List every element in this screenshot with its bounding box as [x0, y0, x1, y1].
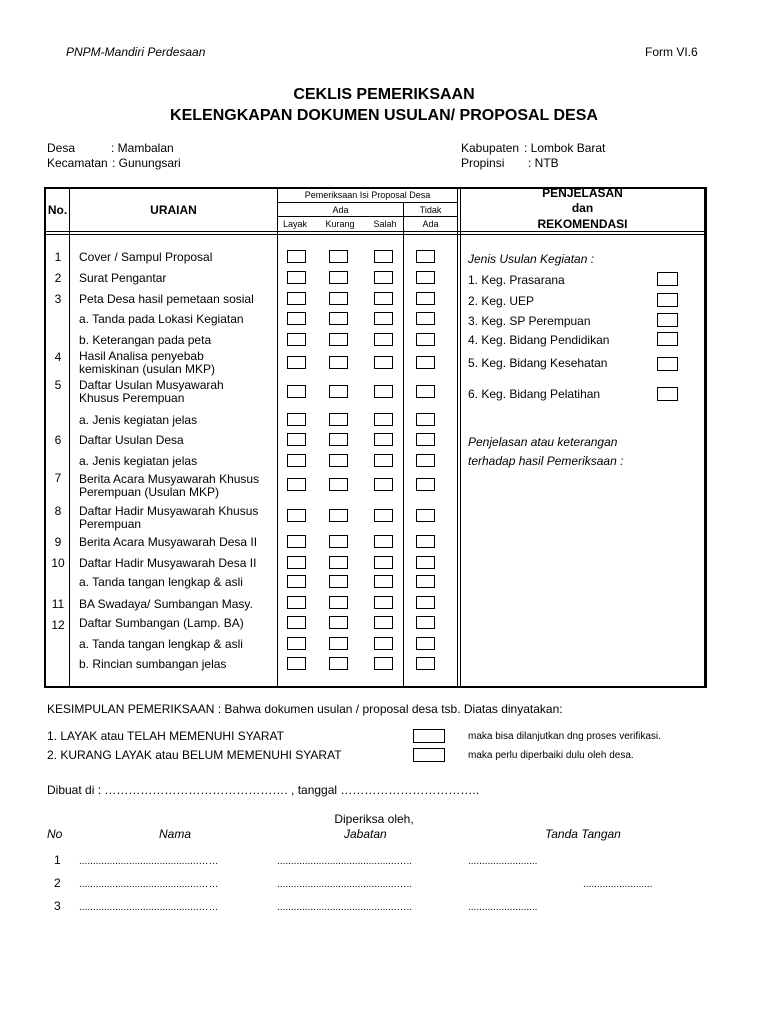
signoff-jabatan-field[interactable]: ...........................................….. — [277, 879, 413, 890]
row-text: a. Tanda tangan lengkap & asli — [79, 575, 243, 589]
rec-checkbox[interactable] — [657, 313, 678, 327]
kabupaten-label: Kabupaten — [461, 141, 520, 155]
kurang-checkbox[interactable] — [329, 413, 348, 426]
layak-checkbox[interactable] — [287, 657, 306, 670]
signoff-jabatan-field[interactable]: ...........................................….. — [277, 902, 413, 913]
kurang-checkbox[interactable] — [329, 385, 348, 398]
row-text-cont: Perempuan — [79, 517, 142, 531]
row-number: 2 — [54, 271, 62, 285]
salah-checkbox[interactable] — [374, 271, 393, 284]
tidak-ada-checkbox[interactable] — [416, 556, 435, 569]
row-text: Surat Pengantar — [79, 271, 167, 285]
row-text: Daftar Hadir Musyawarah Khusus — [79, 504, 259, 518]
row-text: Hasil Analisa penyebab — [79, 349, 204, 363]
signoff-nama-field[interactable]: ...........................................…… — [79, 902, 219, 913]
conclusion-note-1: maka bisa dilanjutkan dng proses verifikasi. — [468, 731, 661, 742]
salah-checkbox[interactable] — [374, 616, 393, 629]
kurang-checkbox[interactable] — [329, 478, 348, 491]
propinsi-label: Propinsi — [461, 156, 505, 170]
document-subtitle: KELENGKAPAN DOKUMEN USULAN/ PROPOSAL DESA — [170, 107, 598, 124]
tidak-ada-checkbox[interactable] — [416, 333, 435, 346]
tidak-ada-checkbox[interactable] — [416, 433, 435, 446]
rec-checkbox[interactable] — [657, 332, 678, 346]
row-text-cont: kemiskinan (usulan MKP) — [79, 362, 216, 376]
tidak-ada-checkbox[interactable] — [416, 509, 435, 522]
salah-checkbox[interactable] — [374, 478, 393, 491]
layak-checkbox[interactable] — [287, 637, 306, 650]
salah-checkbox[interactable] — [374, 596, 393, 609]
salah-checkbox[interactable] — [374, 385, 393, 398]
kurang-checkbox[interactable] — [329, 454, 348, 467]
layak-checkbox[interactable] — [287, 356, 306, 369]
salah-checkbox[interactable] — [374, 413, 393, 426]
tidak-ada-checkbox[interactable] — [416, 596, 435, 609]
kurang-checkbox[interactable] — [329, 433, 348, 446]
tidak-ada-checkbox[interactable] — [416, 292, 435, 305]
col-layak-header: Layak — [282, 219, 308, 229]
signoff-nama-field[interactable]: ...........................................…… — [79, 879, 219, 890]
salah-checkbox[interactable] — [374, 433, 393, 446]
kurang-checkbox[interactable] — [329, 312, 348, 325]
layak-checkbox[interactable] — [287, 556, 306, 569]
conclusion-checkbox-1[interactable] — [413, 729, 445, 743]
kurang-checkbox[interactable] — [329, 333, 348, 346]
signoff-col-no: No — [47, 827, 63, 841]
kabupaten-value: : Lombok Barat — [524, 141, 606, 155]
rec-item: 3. Keg. SP Perempuan — [468, 314, 591, 328]
conclusion-option-2: 2. KURANG LAYAK atau BELUM MEMENUHI SYARAT — [47, 748, 342, 762]
layak-checkbox[interactable] — [287, 312, 306, 325]
row-text: Daftar Sumbangan (Lamp. BA) — [79, 616, 244, 630]
rec-title: Jenis Usulan Kegiatan : — [468, 252, 595, 266]
row-text: a. Tanda pada Lokasi Kegiatan — [79, 312, 244, 326]
row-text-cont: Perempuan (Usulan MKP) — [79, 485, 220, 499]
rec-item: 6. Keg. Bidang Pelatihan — [468, 387, 601, 401]
org-name: PNPM-Mandiri Perdesaan — [66, 45, 206, 59]
desa-label: Desa — [47, 141, 76, 155]
row-text: Daftar Usulan Musyawarah — [79, 378, 224, 392]
col-uraian-header: URAIAN — [150, 203, 197, 217]
layak-checkbox[interactable] — [287, 575, 306, 588]
row-text: Berita Acara Musyawarah Desa II — [79, 535, 258, 549]
conclusion-intro: KESIMPULAN PEMERIKSAAN : Bahwa dokumen usulan / proposal desa tsb. Diatas dinyatakan: — [47, 702, 563, 716]
row-number: 5 — [54, 378, 62, 392]
row-number: 1 — [54, 250, 62, 264]
tidak-ada-checkbox[interactable] — [416, 575, 435, 588]
col-kurang-header: Kurang — [325, 219, 355, 229]
row-number: 7 — [54, 471, 62, 485]
layak-checkbox[interactable] — [287, 454, 306, 467]
layak-checkbox[interactable] — [287, 250, 306, 263]
row-text: a. Jenis kegiatan jelas — [79, 413, 198, 427]
layak-checkbox[interactable] — [287, 385, 306, 398]
tidak-ada-checkbox[interactable] — [416, 454, 435, 467]
signoff-nama-field[interactable]: ...........................................…… — [79, 856, 219, 867]
note-line-1: Penjelasan atau keterangan — [468, 435, 618, 449]
salah-checkbox[interactable] — [374, 556, 393, 569]
row-number: 6 — [54, 433, 62, 447]
row-text: BA Swadaya/ Sumbangan Masy. — [79, 597, 253, 611]
salah-checkbox[interactable] — [374, 575, 393, 588]
row-number: 9 — [54, 535, 62, 549]
rec-item: 2. Keg. UEP — [468, 294, 535, 308]
signoff-jabatan-field[interactable]: ...........................................….. — [277, 856, 413, 867]
kurang-checkbox[interactable] — [329, 292, 348, 305]
row-number: 10 — [51, 556, 65, 570]
row-number: 11 — [51, 597, 65, 611]
layak-checkbox[interactable] — [287, 333, 306, 346]
tidak-ada-checkbox[interactable] — [416, 616, 435, 629]
col-dan-header: dan — [571, 201, 594, 215]
kurang-checkbox[interactable] — [329, 250, 348, 263]
col-salah-header: Salah — [373, 219, 397, 229]
kurang-checkbox[interactable] — [329, 535, 348, 548]
col-rekomendasi-header: REKOMENDASI — [537, 217, 628, 231]
col-penjelasan-header: PENJELASAN — [542, 186, 623, 200]
rec-item: 5. Keg. Bidang Kesehatan — [468, 356, 608, 370]
layak-checkbox[interactable] — [287, 271, 306, 284]
layak-checkbox[interactable] — [287, 509, 306, 522]
row-number: 4 — [54, 350, 62, 364]
signoff-ttd-field[interactable]: ......................... — [583, 879, 653, 890]
col-ada-header: Ada — [332, 205, 349, 215]
tidak-ada-checkbox[interactable] — [416, 271, 435, 284]
row-text: a. Tanda tangan lengkap & asli — [79, 637, 243, 651]
tidak-ada-checkbox[interactable] — [416, 250, 435, 263]
signoff-row-no: 2 — [54, 876, 61, 890]
tidak-ada-checkbox[interactable] — [416, 413, 435, 426]
propinsi-value: : NTB — [528, 156, 559, 170]
rec-checkbox[interactable] — [657, 293, 678, 307]
document-title: CEKLIS PEMERIKSAAN — [293, 86, 475, 103]
salah-checkbox[interactable] — [374, 535, 393, 548]
salah-checkbox[interactable] — [374, 356, 393, 369]
salah-checkbox[interactable] — [374, 250, 393, 263]
signoff-ttd-field[interactable]: ......................... — [468, 856, 538, 867]
row-number: 3 — [54, 292, 62, 306]
col-no-header: No. — [47, 203, 68, 217]
diperiksa-label: Diperiksa oleh, — [334, 812, 414, 826]
conclusion-note-2: maka perlu diperbaiki dulu oleh desa. — [468, 750, 634, 761]
salah-checkbox[interactable] — [374, 657, 393, 670]
col-tidak-header: Tidak — [419, 205, 442, 215]
conclusion-checkbox-2[interactable] — [413, 748, 445, 762]
conclusion-option-1: 1. LAYAK atau TELAH MEMENUHI SYARAT — [47, 729, 284, 743]
kecamatan-value: : Gunungsari — [112, 156, 181, 170]
tidak-ada-checkbox[interactable] — [416, 657, 435, 670]
col-pemeriksaan-header: Pemeriksaan Isi Proposal Desa — [304, 190, 431, 200]
rec-checkbox[interactable] — [657, 272, 678, 286]
row-number: 8 — [54, 504, 62, 518]
salah-checkbox[interactable] — [374, 312, 393, 325]
desa-value: : Mambalan — [111, 141, 174, 155]
salah-checkbox[interactable] — [374, 509, 393, 522]
kurang-checkbox[interactable] — [329, 657, 348, 670]
tidak-ada-checkbox[interactable] — [416, 356, 435, 369]
signoff-row-no: 3 — [54, 899, 61, 913]
layak-checkbox[interactable] — [287, 433, 306, 446]
signoff-col-ttd: Tanda Tangan — [545, 827, 621, 841]
kurang-checkbox[interactable] — [329, 616, 348, 629]
row-text: a. Jenis kegiatan jelas — [79, 454, 198, 468]
signoff-col-jabatan: Jabatan — [344, 827, 387, 841]
layak-checkbox[interactable] — [287, 478, 306, 491]
salah-checkbox[interactable] — [374, 637, 393, 650]
signoff-ttd-field[interactable]: ......................... — [468, 902, 538, 913]
layak-checkbox[interactable] — [287, 535, 306, 548]
row-text-cont: Khusus Perempuan — [79, 391, 185, 405]
row-number: 12 — [51, 618, 65, 632]
signoff-col-nama: Nama — [159, 827, 192, 841]
tidak-ada-checkbox[interactable] — [416, 637, 435, 650]
row-text: Berita Acara Musyawarah Khusus — [79, 472, 260, 486]
col-tidak-ada-header: Ada — [422, 219, 439, 229]
kurang-checkbox[interactable] — [329, 556, 348, 569]
salah-checkbox[interactable] — [374, 292, 393, 305]
dibuat-line: Dibuat di : ………………………………………. , tanggal …………………………….. — [47, 783, 480, 797]
rec-checkbox[interactable] — [657, 357, 678, 371]
rec-checkbox[interactable] — [657, 387, 678, 401]
row-text: b. Keterangan pada peta — [79, 333, 212, 347]
tidak-ada-checkbox[interactable] — [416, 312, 435, 325]
kurang-checkbox[interactable] — [329, 575, 348, 588]
tidak-ada-checkbox[interactable] — [416, 478, 435, 491]
kurang-checkbox[interactable] — [329, 596, 348, 609]
kurang-checkbox[interactable] — [329, 509, 348, 522]
salah-checkbox[interactable] — [374, 454, 393, 467]
rec-item: 4. Keg. Bidang Pendidikan — [468, 333, 610, 347]
kecamatan-label: Kecamatan — [47, 156, 108, 170]
row-text: Cover / Sampul Proposal — [79, 250, 213, 264]
form-number: Form VI.6 — [645, 45, 698, 59]
signoff-row-no: 1 — [54, 853, 61, 867]
kurang-checkbox[interactable] — [329, 356, 348, 369]
note-line-2: terhadap hasil Pemeriksaan : — [468, 454, 624, 468]
row-text: b. Rincian sumbangan jelas — [79, 657, 227, 671]
tidak-ada-checkbox[interactable] — [416, 385, 435, 398]
kurang-checkbox[interactable] — [329, 637, 348, 650]
row-text: Daftar Usulan Desa — [79, 433, 184, 447]
rec-item: 1. Keg. Prasarana — [468, 273, 565, 287]
layak-checkbox[interactable] — [287, 292, 306, 305]
row-text: Peta Desa hasil pemetaan sosial — [79, 292, 254, 306]
layak-checkbox[interactable] — [287, 413, 306, 426]
row-text: Daftar Hadir Musyawarah Desa II — [79, 556, 257, 570]
layak-checkbox[interactable] — [287, 596, 306, 609]
tidak-ada-checkbox[interactable] — [416, 535, 435, 548]
kurang-checkbox[interactable] — [329, 271, 348, 284]
salah-checkbox[interactable] — [374, 333, 393, 346]
layak-checkbox[interactable] — [287, 616, 306, 629]
